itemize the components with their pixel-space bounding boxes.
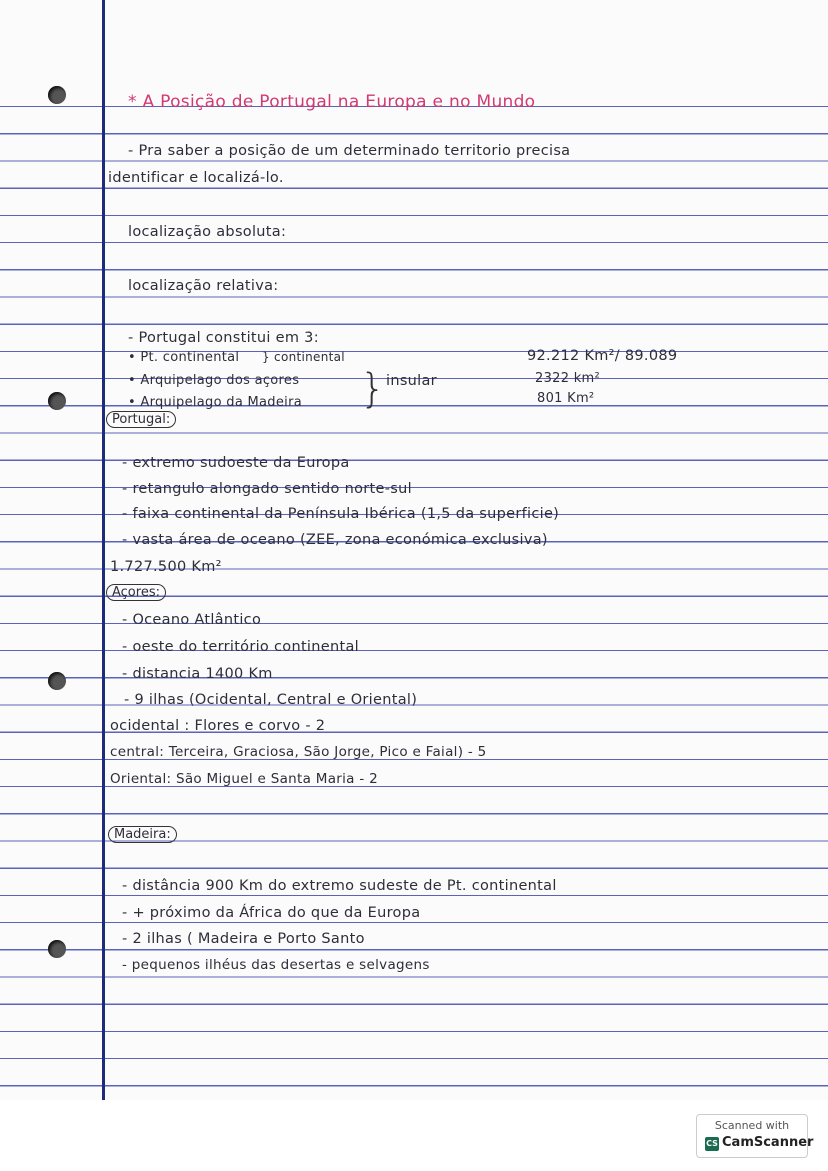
text-line: - distância 900 Km do extremo sudeste de Pt. continental [122,878,557,894]
list-item: • Arquipelago dos açores [128,373,300,388]
section-heading-madeira: Madeira: [108,826,177,843]
brace-icon: } [360,366,386,412]
area-value: 92.212 Km²/ 89.089 [527,348,678,364]
page-top-margin [0,0,828,80]
punch-hole [48,392,66,410]
area-value: 801 Km² [537,391,595,406]
camscanner-logo-icon: CS [705,1137,719,1151]
text-line: 1.727.500 Km² [110,559,222,575]
text-line: - retangulo alongado sentido norte-sul [122,481,412,497]
text-line: - pequenos ilhéus das desertas e selvagens [122,957,430,973]
text-line: - + próximo da África do que da Europa [122,905,421,921]
punch-hole [48,672,66,690]
punch-hole [48,940,66,958]
text-line: - oeste do território continental [122,639,359,655]
camscanner-badge [696,1114,814,1158]
insular-label: insular [386,373,437,389]
list-item: • Pt. continental [128,350,240,365]
badge-caption: Scanned with [714,1119,790,1132]
badge-name: CamScanner [722,1135,814,1150]
text-line: Oriental: São Miguel e Santa Maria - 2 [110,771,378,787]
text-line: identificar e localizá-lo. [108,170,284,186]
page-title: * A Posição de Portugal na Europa e no Mundo [128,92,536,112]
text-line: localização absoluta: [128,224,287,240]
text-line: - Pra saber a posição de um determinado territorio precisa [128,143,571,159]
text-line: - Oceano Atlântico [122,612,262,628]
text-line: - distancia 1400 Km [122,666,273,682]
text-line: - 9 ilhas (Ocidental, Central e Oriental) [124,692,418,708]
continental-label: } continental [262,350,345,364]
text-line: - 2 ilhas ( Madeira e Porto Santo [122,931,365,947]
text-line: - faixa continental da Península Ibérica (1,5 da superficie) [122,506,560,522]
section-heading-portugal: Portugal: [106,411,176,428]
margin-line [102,0,105,1100]
text-line: - extremo sudoeste da Europa [122,455,350,471]
text-line: central: Terceira, Graciosa, São Jorge, Pico e Faial) - 5 [110,744,487,760]
text-line: - vasta área de oceano (ZEE, zona económica exclusiva) [122,532,548,548]
area-value: 2322 km² [535,371,601,386]
text-line: ocidental : Flores e corvo - 2 [110,718,326,734]
punch-hole [48,86,66,104]
text-line: localização relativa: [128,278,279,294]
list-item: • Arquipelago da Madeira [128,395,302,410]
section-heading-acores: Açores: [106,584,166,601]
text-line: - Portugal constitui em 3: [128,330,319,346]
